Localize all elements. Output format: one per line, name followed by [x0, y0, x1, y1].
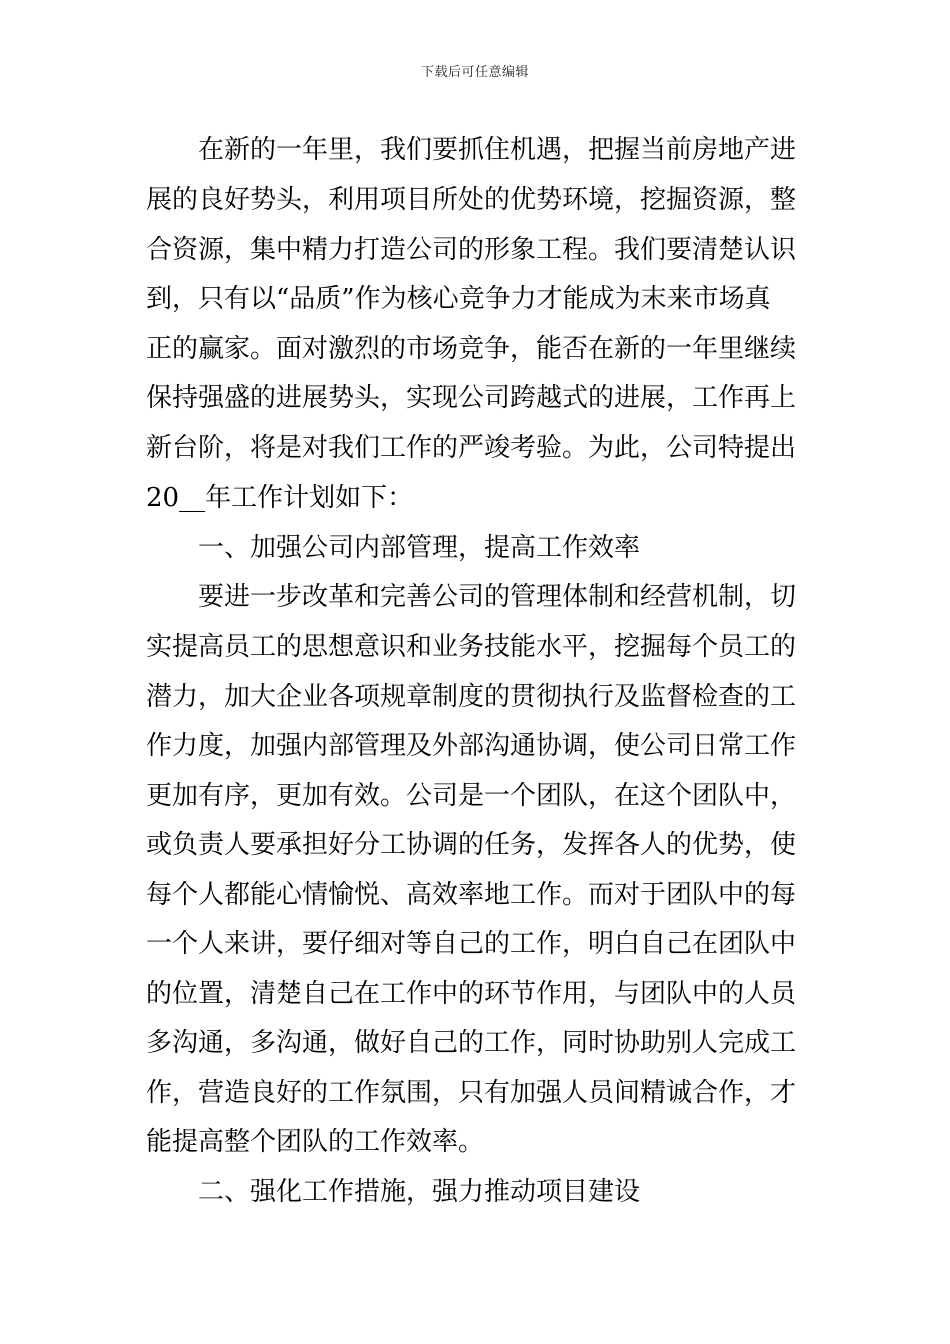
paragraph-line: 一个人来讲，要仔细对等自己的工作，明白自己在团队中 [146, 929, 797, 959]
paragraph-line: 实提高员工的思想意识和业务技能水平，挖掘每个员工的 [146, 632, 797, 662]
paragraph-line: 20__年工作计划如下： [146, 483, 414, 513]
section-heading: 二、强化工作措施，强力推动项目建设 [198, 1177, 641, 1207]
paragraph-line: 更加有序，更加有效。公司是一个团队，在这个团队中， [146, 781, 797, 811]
paragraph-line: 到，只有以“品质”作为核心竞争力才能成为末来市场真 [146, 284, 771, 314]
paragraph-line: 多沟通，多沟通，做好自己的工作，同时协助别人完成工 [146, 1028, 797, 1058]
paragraph-line: 潜力，加大企业各项规章制度的贯彻执行及监督检查的工 [146, 682, 797, 712]
paragraph-line: 能提高整个团队的工作效率。 [146, 1127, 485, 1157]
paragraph-line: 正的赢家。面对激烈的市场竞争，能否在新的一年里继续 [146, 334, 797, 364]
paragraph-line: 或负责人要承担好分工协调的任务，发挥各人的优势，使 [146, 830, 797, 860]
paragraph-line: 在新的一年里，我们要抓住机遇，把握当前房地产进 [198, 135, 797, 165]
paragraph-line: 保持强盛的进展势头，实现公司跨越式的进展，工作再上 [146, 383, 797, 413]
paragraph-line: 的位置，清楚自己在工作中的环节作用，与团队中的人员 [146, 979, 797, 1009]
paragraph-line: 展的良好势头，利用项目所处的优势环境，挖掘资源，整 [146, 185, 797, 215]
paragraph-line: 作，营造良好的工作氛围，只有加强人员间精诚合作，才 [146, 1078, 797, 1108]
paragraph-line: 合资源，集中精力打造公司的形象工程。我们要清楚认识 [146, 235, 797, 265]
paragraph-line: 每个人都能心情愉悦、高效率地工作。而对于团队中的每 [146, 880, 797, 910]
paragraph-line: 新台阶，将是对我们工作的严竣考验。为此，公司特提出 [146, 433, 797, 463]
page-header: 下载后可任意编辑 [420, 65, 529, 80]
paragraph-line: 作力度，加强内部管理及外部沟通协调，使公司日常工作 [146, 731, 797, 761]
paragraph-line: 要进一步改革和完善公司的管理体制和经营机制，切 [198, 582, 797, 612]
section-heading: 一、加强公司内部管理，提高工作效率 [198, 533, 641, 563]
